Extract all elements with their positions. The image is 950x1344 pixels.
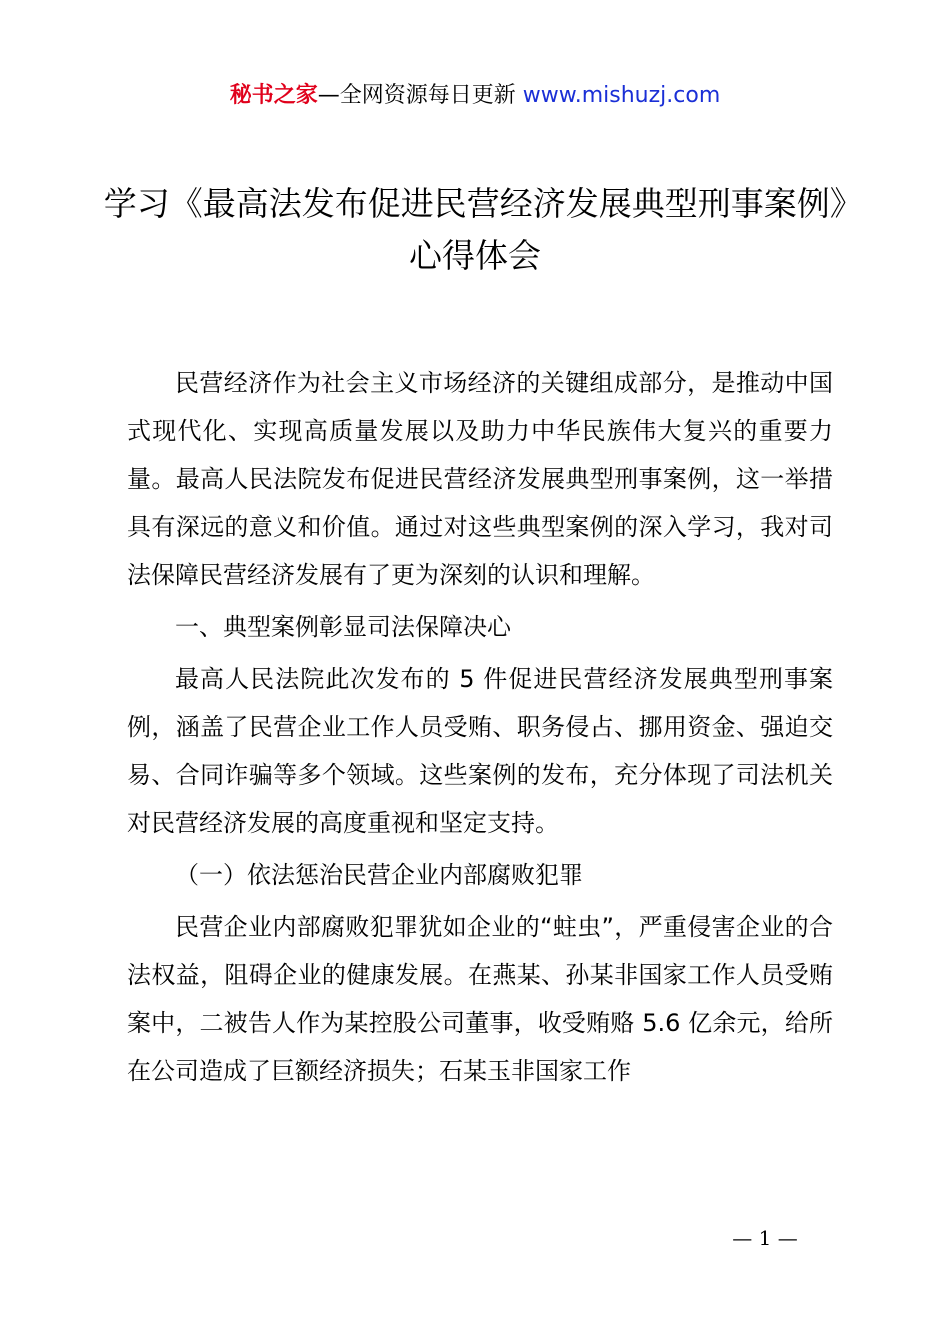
site-header bbox=[0, 80, 950, 112]
section-heading-1: 一、典型案例彰显司法保障决心 bbox=[175, 613, 511, 641]
section-1-paragraph: 最高人民法院此次发布的 5 件促进民营经济发展典型刑事案例，涵盖了民营企业工作人员受贿、职务侵占、挪用资金、强迫交易、合同诈骗等多个领域。这些案例的发布，充分体现了司法机关对民营经济发展的高度重视和坚定支持。 bbox=[127, 665, 833, 837]
document-title: 学习《最高法发布促进民营经济发展典型刑事案例》心得体会 bbox=[103, 184, 847, 275]
header-slogan: —全网资源每日更新 bbox=[317, 83, 516, 108]
document-body bbox=[127, 359, 833, 1095]
subsection-1-paragraph: 民营企业内部腐败犯罪犹如企业的“蛀虫”，严重侵害企业的合法权益，阻碍企业的健康发展。在燕某、孙某非国家工作人员受贿案中，二被告人作为某控股公司董事，收受贿赂 5.6 亿余元，给所在公司造成了巨额经济损失；石某玉非国家工作 bbox=[127, 913, 833, 1085]
site-url-link[interactable]: www.mishuzj.com bbox=[522, 83, 721, 108]
page-number: — 1 — bbox=[732, 1226, 798, 1250]
brand-name: 秘书之家 bbox=[229, 83, 318, 108]
subsection-heading-1: （一）依法惩治民营企业内部腐败犯罪 bbox=[175, 861, 583, 889]
intro-paragraph: 民营经济作为社会主义市场经济的关键组成部分，是推动中国式现代化、实现高质量发展以及助力中华民族伟大复兴的重要力量。最高人民法院发布促进民营经济发展典型刑事案例，这一举措具有深远的意义和价值。通过对这些典型案例的深入学习，我对司法保障民营经济发展有了更为深刻的认识和理解。 bbox=[127, 369, 833, 589]
